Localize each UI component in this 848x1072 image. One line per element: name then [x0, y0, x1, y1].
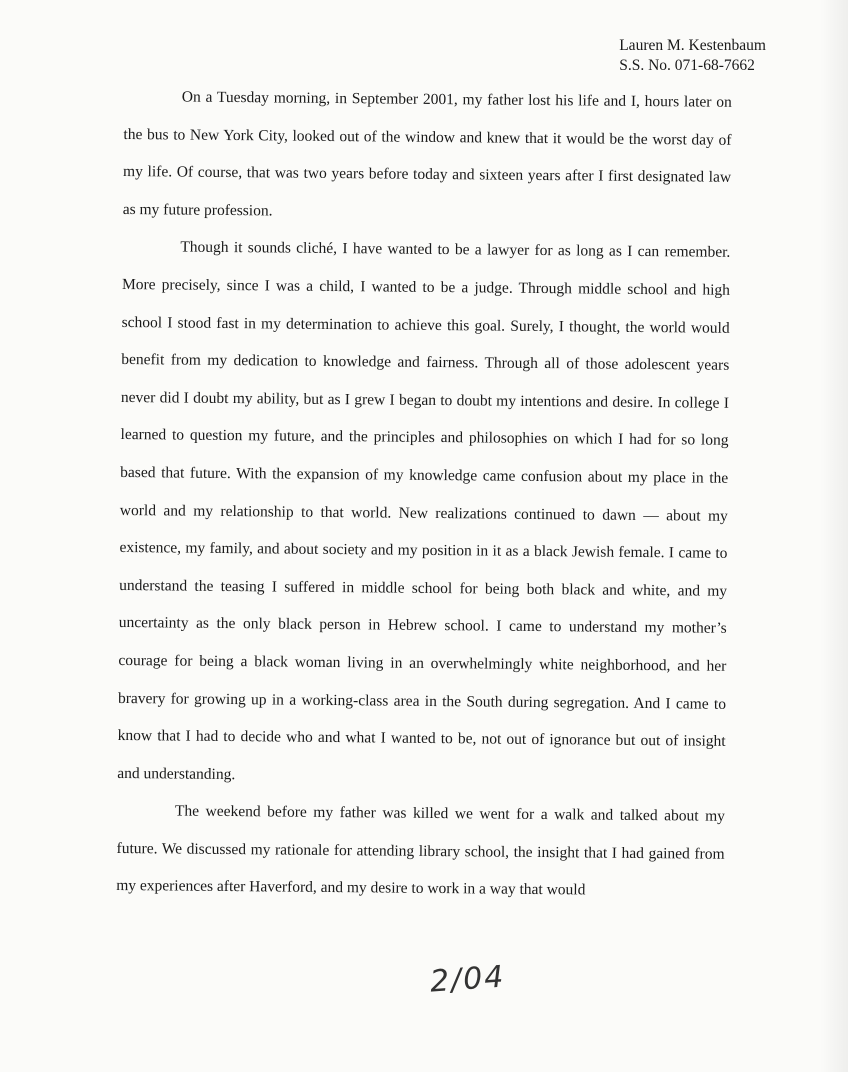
- author-header: [619, 36, 766, 76]
- paragraph-2: Though it sounds cliché, I have wanted to be a lawyer for as long as I can remember. More precisely, since I was a child, I wanted to be a judge. Through middle school and high school I stood fast in my determination to achieve this goal. Surely, I thought, the world would benefit from my dedication to knowledge and fairness. Through all of those adolescent years never did I doubt my ability, but as I grew I began to doubt my intentions and desire. In college I learned to question my future, and the principles and philosophies on which I had for so long based that future. With the expansion of my knowledge came confusion about my place in the world and my relationship to that world. New realizations continued to dawn — about my existence, my family, and about society and my position in it as a black Jewish female. I came to understand the teasing I suffered in middle school for being both black and white, and my uncertainty as the only black person in Hebrew school. I came to understand my mother’s courage for being a black woman living in an overwhelmingly white neighborhood, and her bravery for growing up in a working-class area in the South during segregation. And I came to know that I had to decide who and what I wanted to be, not out of ignorance but out of insight and understanding.: [117, 238, 731, 783]
- author-name: Lauren M. Kestenbaum: [619, 37, 766, 54]
- paragraph-1: On a Tuesday morning, in September 2001, my father lost his life and I, hours later on the bus to New York City, looked out of the window and knew that it would be the worst day of my life. Of course, that was two years before today and sixteen years after I first designated law as my future profession.: [122, 88, 732, 220]
- ssn-line: S.S. No. 071-68-7662: [619, 57, 755, 74]
- handwritten-date-note: 2/04: [428, 959, 507, 1000]
- paragraph-3: The weekend before my father was killed we went for a walk and talked about my future. We discussed my rationale for attending library school, the insight that I had gained from my experiences after Haverford, and my desire to work in a way that would: [116, 802, 726, 899]
- essay-body: [116, 78, 732, 911]
